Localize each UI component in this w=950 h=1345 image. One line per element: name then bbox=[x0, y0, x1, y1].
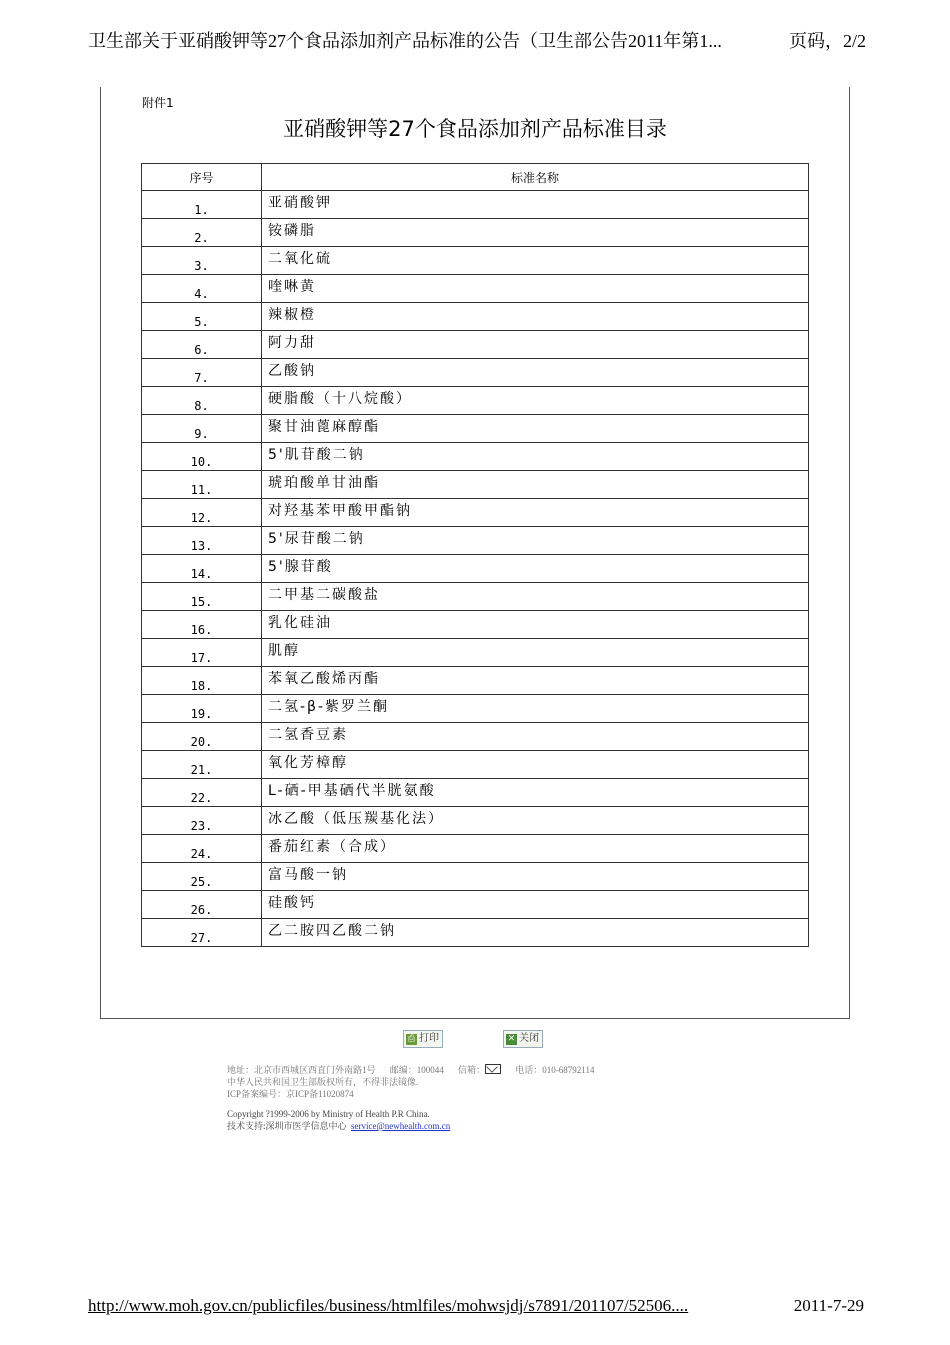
row-standard-name: 5'肌苷酸二钠 bbox=[262, 443, 809, 471]
row-serial-number: 4. bbox=[142, 275, 262, 303]
row-standard-name: 二氢-β-紫罗兰酮 bbox=[262, 695, 809, 723]
row-serial-number: 22. bbox=[142, 779, 262, 807]
printer-icon: ⎙ bbox=[407, 1033, 416, 1044]
footer-copyright: Copyright ?1999-2006 by Ministry of Health P.R China. bbox=[227, 1109, 430, 1119]
table-row bbox=[142, 359, 809, 387]
table-row bbox=[142, 779, 809, 807]
row-standard-name: 二氧化硫 bbox=[262, 247, 809, 275]
attachment-label: 附件1 bbox=[142, 96, 174, 110]
footer-postcode: 邮编：100044 bbox=[389, 1065, 444, 1075]
mail-icon[interactable] bbox=[485, 1064, 501, 1074]
close-button-label: 关闭 bbox=[519, 1033, 539, 1044]
row-serial-number: 12. bbox=[142, 499, 262, 527]
row-serial-number: 5. bbox=[142, 303, 262, 331]
row-standard-name: 辣椒橙 bbox=[262, 303, 809, 331]
row-standard-name: 铵磷脂 bbox=[262, 219, 809, 247]
table-row bbox=[142, 247, 809, 275]
footer-mailbox-label: 信箱： bbox=[458, 1065, 486, 1075]
row-standard-name: 5'腺苷酸 bbox=[262, 555, 809, 583]
row-standard-name: 乙二胺四乙酸二钠 bbox=[262, 919, 809, 947]
header-serial-number: 序号 bbox=[142, 164, 262, 191]
footer-support-label: 技术支持:深圳市医学信息中心 bbox=[227, 1121, 347, 1131]
table-row bbox=[142, 807, 809, 835]
table-row bbox=[142, 387, 809, 415]
row-serial-number: 7. bbox=[142, 359, 262, 387]
table-row bbox=[142, 303, 809, 331]
table-row bbox=[142, 695, 809, 723]
row-serial-number: 27. bbox=[142, 919, 262, 947]
row-serial-number: 21. bbox=[142, 751, 262, 779]
print-header-title: 卫生部关于亚硝酸钾等27个食品添加剂产品标准的公告（卫生部公告2011年第1... bbox=[88, 31, 722, 51]
table-row bbox=[142, 583, 809, 611]
footer-address: 地址：北京市西城区西直门外南路1号 bbox=[227, 1065, 376, 1075]
print-button-label: 打印 bbox=[419, 1033, 439, 1044]
row-serial-number: 13. bbox=[142, 527, 262, 555]
print-footer bbox=[88, 1294, 864, 1318]
row-standard-name: 番茄红素（合成） bbox=[262, 835, 809, 863]
document-title: 亚硝酸钾等27个食品添加剂产品标准目录 bbox=[283, 117, 667, 141]
close-icon: ✕ bbox=[507, 1033, 516, 1044]
row-serial-number: 26. bbox=[142, 891, 262, 919]
row-standard-name: 喹啉黄 bbox=[262, 275, 809, 303]
row-serial-number: 6. bbox=[142, 331, 262, 359]
print-footer-date: 2011-7-29 bbox=[793, 1296, 864, 1315]
site-footer bbox=[227, 1064, 594, 1132]
header-standard-name: 标准名称 bbox=[262, 164, 809, 191]
table-row bbox=[142, 191, 809, 219]
table-row bbox=[142, 219, 809, 247]
row-standard-name: 阿力甜 bbox=[262, 331, 809, 359]
table-row bbox=[142, 639, 809, 667]
standards-table bbox=[141, 163, 809, 947]
table-row bbox=[142, 555, 809, 583]
table-row bbox=[142, 863, 809, 891]
row-serial-number: 8. bbox=[142, 387, 262, 415]
row-serial-number: 17. bbox=[142, 639, 262, 667]
table-row bbox=[142, 331, 809, 359]
footer-icp: ICP备案编号：京ICP备11020874 bbox=[227, 1089, 354, 1099]
row-serial-number: 10. bbox=[142, 443, 262, 471]
footer-support-email-link[interactable]: service@newhealth.com.cn bbox=[351, 1121, 451, 1131]
table-row bbox=[142, 751, 809, 779]
row-standard-name: 5'尿苷酸二钠 bbox=[262, 527, 809, 555]
row-standard-name: 乙酸钠 bbox=[262, 359, 809, 387]
print-footer-url[interactable]: http://www.moh.gov.cn/publicfiles/business/htmlfiles/mohwsjdj/s7891/201107/52506.... bbox=[88, 1296, 689, 1315]
table-row bbox=[142, 723, 809, 751]
table-row bbox=[142, 415, 809, 443]
row-standard-name: 对羟基苯甲酸甲酯钠 bbox=[262, 499, 809, 527]
row-serial-number: 23. bbox=[142, 807, 262, 835]
row-standard-name: 肌醇 bbox=[262, 639, 809, 667]
row-standard-name: 乳化硅油 bbox=[262, 611, 809, 639]
table-row bbox=[142, 499, 809, 527]
table-row bbox=[142, 667, 809, 695]
row-serial-number: 19. bbox=[142, 695, 262, 723]
row-standard-name: 聚甘油蓖麻醇酯 bbox=[262, 415, 809, 443]
print-header-page-number: 页码，2/2 bbox=[788, 31, 866, 51]
table-row bbox=[142, 611, 809, 639]
table-row bbox=[142, 835, 809, 863]
table-row bbox=[142, 527, 809, 555]
table-row bbox=[142, 919, 809, 947]
close-button[interactable] bbox=[503, 1030, 543, 1048]
row-standard-name: 硬脂酸（十八烷酸） bbox=[262, 387, 809, 415]
table-row bbox=[142, 891, 809, 919]
row-standard-name: 硅酸钙 bbox=[262, 891, 809, 919]
row-standard-name: 亚硝酸钾 bbox=[262, 191, 809, 219]
footer-phone: 电话：010-68792114 bbox=[515, 1065, 595, 1075]
table-row bbox=[142, 275, 809, 303]
row-standard-name: 琥珀酸单甘油酯 bbox=[262, 471, 809, 499]
row-standard-name: 氧化芳樟醇 bbox=[262, 751, 809, 779]
print-button[interactable] bbox=[403, 1030, 443, 1048]
row-serial-number: 18. bbox=[142, 667, 262, 695]
row-serial-number: 11. bbox=[142, 471, 262, 499]
row-standard-name: 二氢香豆素 bbox=[262, 723, 809, 751]
row-serial-number: 16. bbox=[142, 611, 262, 639]
row-serial-number: 14. bbox=[142, 555, 262, 583]
row-serial-number: 24. bbox=[142, 835, 262, 863]
table-body bbox=[142, 191, 809, 947]
footer-rights: 中华人民共和国卫生部版权所有，不得非法镜像. bbox=[227, 1077, 419, 1087]
table-header-row bbox=[142, 164, 809, 191]
row-serial-number: 25. bbox=[142, 863, 262, 891]
row-serial-number: 1. bbox=[142, 191, 262, 219]
print-header bbox=[88, 28, 866, 54]
row-standard-name: 二甲基二碳酸盐 bbox=[262, 583, 809, 611]
row-standard-name: 冰乙酸（低压羰基化法） bbox=[262, 807, 809, 835]
table-row bbox=[142, 471, 809, 499]
row-standard-name: 富马酸一钠 bbox=[262, 863, 809, 891]
row-standard-name: L-硒-甲基硒代半胱氨酸 bbox=[262, 779, 809, 807]
row-serial-number: 20. bbox=[142, 723, 262, 751]
table-row bbox=[142, 443, 809, 471]
row-serial-number: 15. bbox=[142, 583, 262, 611]
row-serial-number: 2. bbox=[142, 219, 262, 247]
row-serial-number: 9. bbox=[142, 415, 262, 443]
row-serial-number: 3. bbox=[142, 247, 262, 275]
row-standard-name: 苯氧乙酸烯丙酯 bbox=[262, 667, 809, 695]
